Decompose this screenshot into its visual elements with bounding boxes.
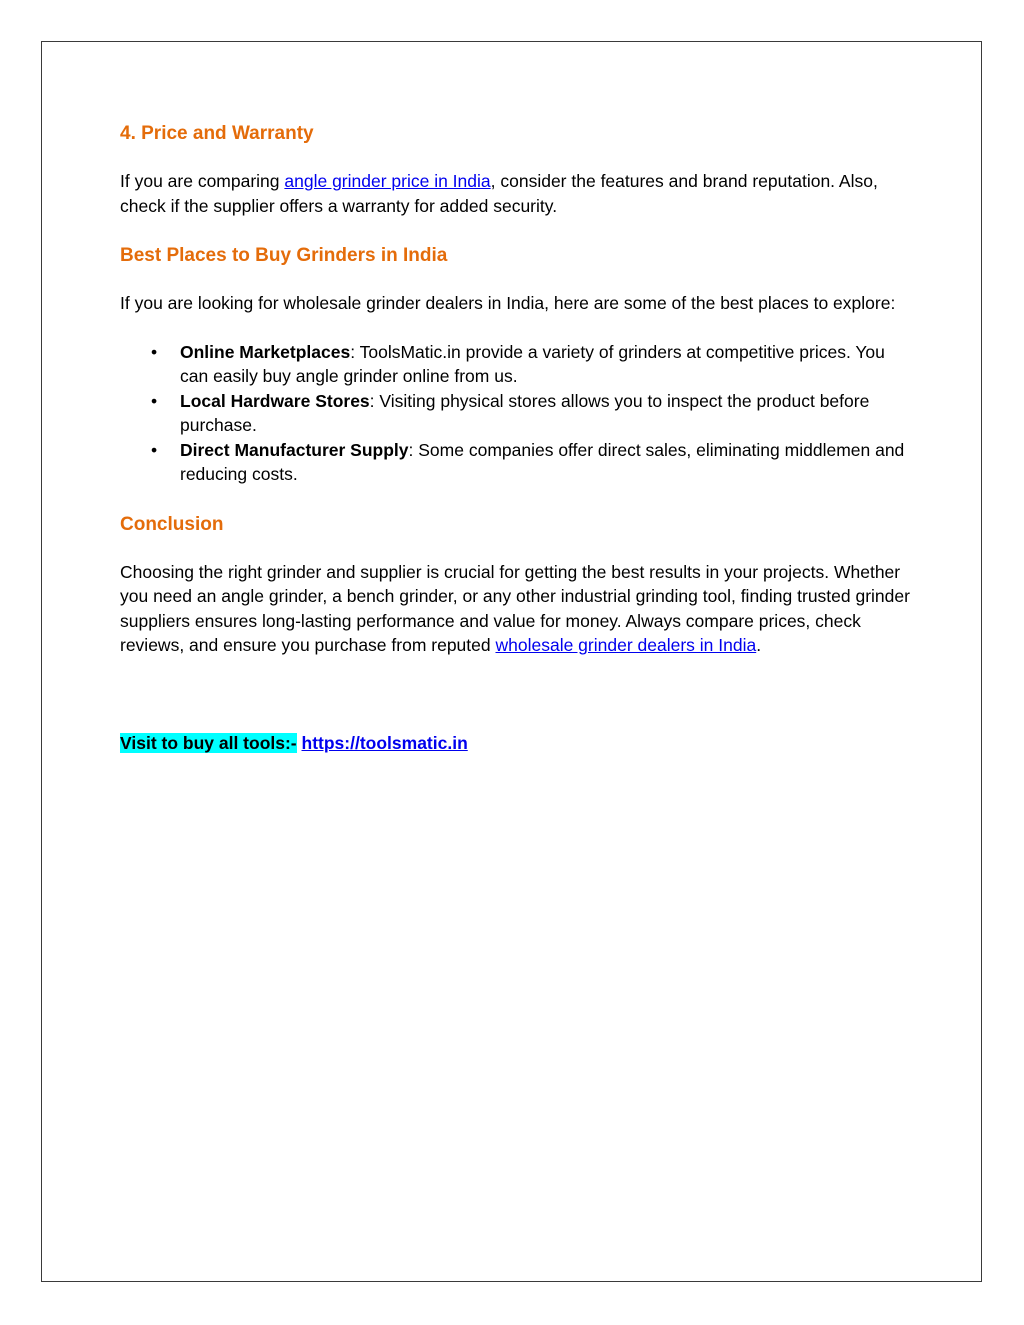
bullet-icon: • xyxy=(151,390,158,411)
price-warranty-paragraph xyxy=(120,169,910,218)
list-item-title: Local Hardware Stores xyxy=(180,390,370,411)
toolsmatic-link[interactable]: https://toolsmatic.in xyxy=(301,732,468,753)
list-item-text: : Some companies offer direct sales, eliminating middlemen and reducing costs. xyxy=(180,439,905,484)
list-item-text: : ToolsMatic.in provide a variety of grinders at competitive prices. You can easily buy angle grinder online from us. xyxy=(180,341,885,386)
best-places-list xyxy=(120,340,910,487)
conclusion-text-before: Choosing the right grinder and supplier is crucial for getting the best results in your projects. Whether you need an angle grinder, a bench grinder, or any other industrial grinding tool, finding trusted grinder suppliers ensures long-lasting performance and value for money. Always compare prices, check reviews, and ensure you purchase from reputed xyxy=(120,561,910,655)
list-item xyxy=(151,389,910,438)
best-places-intro: If you are looking for wholesale grinder dealers in India, here are some of the best places to explore: xyxy=(120,293,896,313)
wholesale-dealers-link[interactable]: wholesale grinder dealers in India xyxy=(495,635,757,655)
document-body xyxy=(120,120,910,755)
bullet-icon: • xyxy=(151,341,158,362)
list-item-title: Direct Manufacturer Supply xyxy=(180,439,409,460)
list-item xyxy=(151,340,910,389)
price-warranty-heading: 4. Price and Warranty xyxy=(120,123,314,144)
list-item-text: : Visiting physical stores allows you to inspect the product before purchase. xyxy=(180,390,870,435)
conclusion-heading: Conclusion xyxy=(120,513,224,535)
cta-line xyxy=(120,731,910,756)
conclusion-paragraph xyxy=(120,560,910,658)
list-item-title: Online Marketplaces xyxy=(180,341,351,362)
cta-label: Visit to buy all tools:- xyxy=(120,732,297,753)
list-item xyxy=(151,438,910,487)
best-places-heading: Best Places to Buy Grinders in India xyxy=(120,245,448,266)
conclusion-text-after: . xyxy=(756,635,762,655)
price-text-before: If you are comparing xyxy=(120,171,285,191)
angle-grinder-price-link[interactable]: angle grinder price in India xyxy=(284,171,491,191)
bullet-icon: • xyxy=(151,439,158,460)
price-text-after: , consider the features and brand reputation. Also, check if the supplier offers a warranty for added security. xyxy=(120,171,878,216)
